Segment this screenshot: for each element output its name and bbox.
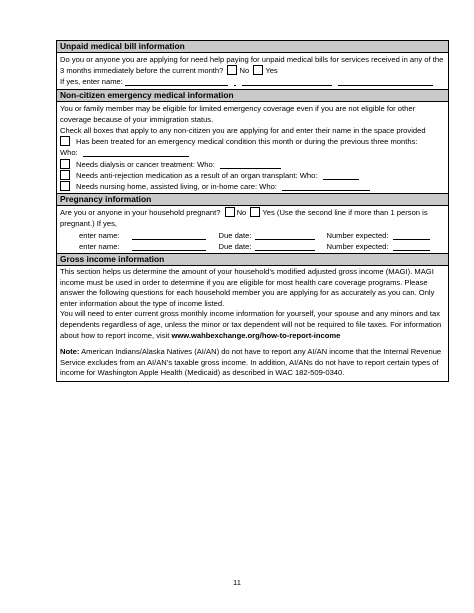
due-date-label: Due date: (218, 241, 252, 251)
number-expected-label: Number expected: (326, 241, 389, 251)
if-yes-label: If yes, enter name: (60, 77, 123, 87)
unpaid-name-field-3[interactable] (338, 77, 433, 86)
line-tick (234, 77, 236, 86)
number-expected-field-2[interactable] (393, 242, 430, 251)
anti-rejection-who-field[interactable] (323, 171, 359, 180)
note-text: American Indians/Alaska Natives (AI/AN) do not have to report any AI/AN income that the Internal Revenue Service excludes from an AI/AN’s taxable gross income. In addition, AI/ANs do not have to report certain types of income for Washington Apple Health (Medicaid) as described in WAC 182-509-0340. (60, 347, 442, 378)
unpaid-name-field-1[interactable] (125, 77, 228, 86)
income-note (60, 347, 445, 379)
number-expected-label: Number expected: (326, 230, 389, 240)
due-date-field-1[interactable] (255, 231, 315, 240)
page-number: 11 (233, 578, 241, 587)
number-expected-field-1[interactable] (393, 231, 430, 240)
due-date-field-2[interactable] (255, 242, 315, 251)
enter-name-label: enter name: (79, 241, 120, 251)
nursing-home-checkbox[interactable] (60, 181, 70, 191)
yes-label: Yes (265, 66, 278, 76)
nursing-home-label: Needs nursing home, assisted living, or in-home care: Who: (76, 182, 277, 192)
nursing-home-who-field[interactable] (282, 182, 370, 191)
emergency-who-field[interactable] (83, 148, 189, 157)
income-paragraph-2-text: You will need to enter current gross monthly income information for yourself, your spouse and any minors and tax dependents regardless of age, unless the minor or tax dependent will not be required to file taxes. For information about how to report income, visit (60, 309, 442, 340)
no-label: No (239, 66, 250, 76)
unpaid-name-field-2[interactable] (242, 77, 332, 86)
anti-rejection-checkbox[interactable] (60, 170, 70, 180)
section-header: Gross income information (57, 254, 448, 266)
pregnancy-section (57, 194, 448, 254)
dialysis-checkbox[interactable] (60, 159, 70, 169)
anti-rejection-label: Needs anti-rejection medication as a result of an organ transplant: Who: (76, 170, 318, 180)
pregnancy-yes-checkbox[interactable] (250, 207, 260, 217)
note-label: Note: (60, 347, 80, 357)
section-header: Pregnancy information (57, 194, 448, 206)
emergency-treated-checkbox[interactable] (60, 136, 70, 146)
pregnant-name-field-1[interactable] (132, 231, 206, 240)
due-date-label: Due date: (218, 230, 252, 240)
pregnancy-row-1 (60, 230, 445, 241)
who-label: Who: (60, 148, 78, 158)
income-paragraph-2 (60, 309, 445, 341)
noncitizen-emergency-section (57, 90, 448, 195)
report-income-link[interactable]: www.wahbexchange.org/how-to-report-income (171, 330, 341, 340)
unpaid-no-checkbox[interactable] (227, 65, 237, 75)
section-header: Unpaid medical bill information (57, 41, 448, 53)
dialysis-who-field[interactable] (220, 160, 281, 169)
unpaid-medical-bill-section (57, 41, 448, 90)
income-paragraph-1: This section helps us determine the amount of your household’s modified adjusted gross income (MAGI). MAGI income must be used in order to determine if you are eligible for most health care coverage programs. Please answer the following questions for each household member you are applying for as accurately as you can. Only enter information about the type of income listed. (60, 267, 435, 308)
no-label: No (236, 208, 247, 218)
unpaid-yes-checkbox[interactable] (253, 65, 263, 75)
pregnancy-no-checkbox[interactable] (225, 207, 235, 217)
pregnant-name-field-2[interactable] (132, 242, 206, 251)
gross-income-section (57, 254, 448, 381)
pregnancy-row-2 (60, 241, 445, 252)
unpaid-question: Do you or anyone you are applying for need help paying for unpaid medical bills for services received in any of the 3 months immediately before the current month? (60, 55, 444, 76)
emergency-treated-label: Has been treated for an emergency medical condition this month or during the previous three months: (76, 137, 418, 147)
noncitizen-check-all: Check all boxes that apply to any non-citizen you are applying for and enter their name in the space provided (60, 126, 426, 136)
enter-name-label: enter name: (79, 230, 120, 240)
pregnancy-question: Are you or anyone in your household pregnant? (60, 208, 221, 218)
yes-label: Yes (262, 208, 275, 218)
dialysis-label: Needs dialysis or cancer treatment: Who: (76, 159, 215, 169)
application-form (56, 40, 449, 382)
noncitizen-intro: You or family member may be eligible for limited emergency coverage even if you are not eligible for other coverage because of your immigration status. (60, 103, 416, 124)
pregnancy-note: (Use the second line if more than 1 person is pregnant.) If yes, (60, 208, 428, 229)
section-header: Non-citizen emergency medical information (57, 90, 448, 102)
